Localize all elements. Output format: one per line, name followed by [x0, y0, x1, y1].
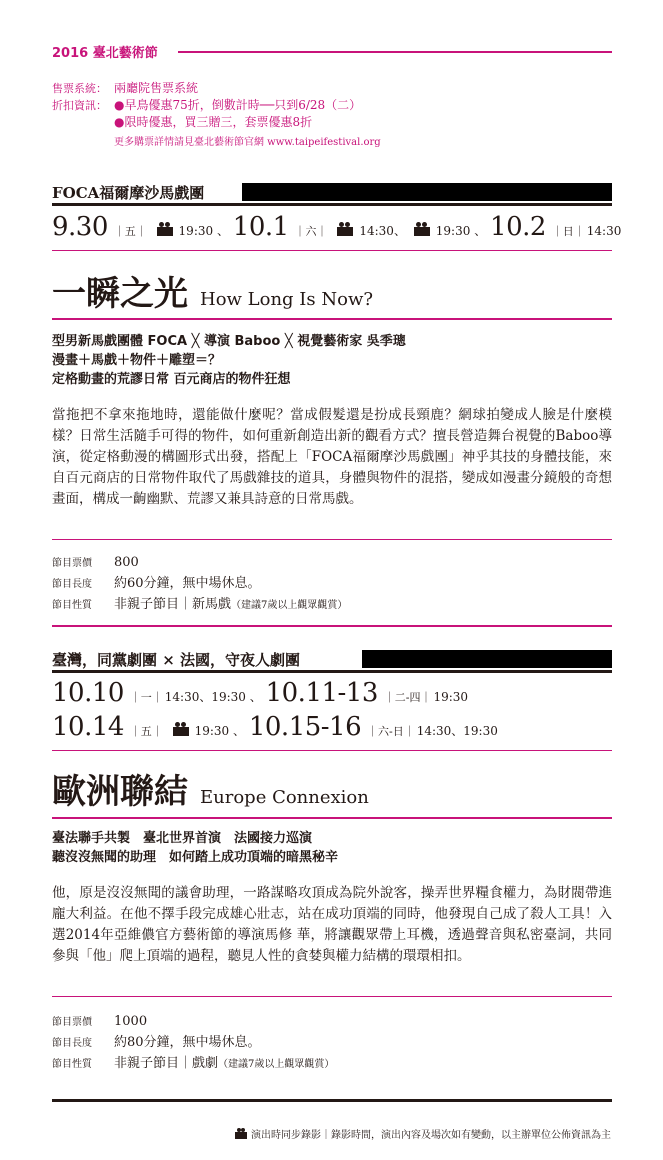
show2-description: 他，原是沒沒無聞的議會助理，一路謀略攻頂成為院外說客，操弄世界糧食權力，為財閥帶進龐大利益。在他不擇手段完成雄心壯志，站在成功頂端的同時，他發現自己成了殺人工具！入選2014年亞維儂官方藝術節的導演馬修 華，將讓觀眾帶上耳機，透過聲音與私密臺詞，共同參與「他」爬上頂端的過程，聽見人性的貪婪與權力結構的環環相扣。 [52, 885, 612, 964]
show1-date-2: 10.1 [232, 212, 289, 242]
show2-title-en: Europe Connexion [200, 787, 369, 808]
show2-info [52, 1012, 334, 1075]
show2-title-rule [52, 817, 612, 819]
show2-day-1: 一 [140, 691, 152, 704]
show2-date-4: 10.15-16 [248, 712, 362, 742]
show1-length: 約60分鐘，無中場休息。 [114, 576, 261, 591]
video-camera-icon [414, 227, 430, 236]
show1-title-en: How Long Is Now? [200, 289, 374, 310]
video-camera-icon [157, 227, 173, 236]
show2-length: 約80分鐘，無中場休息。 [114, 1035, 261, 1050]
show1-taglines [52, 332, 406, 389]
ticket-system-value: 兩廳院售票系統 [114, 81, 199, 95]
show2-tagline-1: 臺法聯手共製 臺北世界首演 法國接力巡演 [52, 831, 313, 846]
show2-date-1: 10.10 [52, 678, 124, 708]
show1-rule [52, 203, 612, 206]
show1-title-zh: 一瞬之光 [52, 274, 188, 314]
show1-company: FOCA福爾摩沙馬戲團 [52, 184, 205, 202]
show2-nature-note: （建議7歲以上觀眾觀賞） [218, 1059, 335, 1070]
show1-day-3: 日 [562, 225, 574, 238]
ticket-system-label: 售票系統： [52, 82, 107, 95]
header-rule [178, 51, 612, 53]
show1-time-4: 14:30 [586, 224, 622, 238]
show1-price: 800 [114, 555, 139, 570]
show2-date-2: 10.11-13 [265, 678, 378, 708]
show1-info-rule [52, 539, 612, 540]
show2-date-3: 10.14 [52, 712, 124, 742]
show1-time-3: 19:30 [435, 224, 471, 238]
show2-black-bar [362, 650, 612, 668]
show2-taglines [52, 829, 338, 867]
show1-nature-note: （建議7歲以上觀眾觀賞） [231, 600, 348, 611]
footer-note [235, 1126, 611, 1141]
show1-nature-label: 節目性質 [52, 600, 92, 611]
more-info: 更多購票詳情請見臺北藝術節官網 www.taipeifestival.org [114, 137, 381, 148]
show1-nature: 非親子節目｜新馬戲 [114, 597, 232, 612]
show1-tagline-1: 型男新馬戲團體 FOCA ╳ 導演 Baboo ╳ 視覺藝術家 吳季璁 [52, 334, 406, 349]
show2-time-1: 14:30、19:30 [164, 690, 246, 704]
show2-schedule-line-2: 10.14 ｜五｜ 19:30 、 10.15-16 ｜六-日｜ 14:30、19:30 [52, 712, 498, 742]
show1-tagline-3: 定格動畫的荒謬日常 百元商店的物件狂想 [52, 372, 291, 387]
video-camera-icon [235, 1132, 247, 1139]
show1-description: 當拖把不拿來拖地時，還能做什麼呢？當成假髮還是扮成長頸鹿？網球拍變成人臉是什麼模樣？日常生活隨手可得的物件，如何重新創造出新的觀看方式？擅長營造舞台視覺的Baboo導演，從定格動漫的構圖形式出發，搭配上「FOCA福爾摩沙馬戲團」神乎其技的身體技能，來自百元商店的日常物件取代了馬戲雜技的道具，身體與物件的混搭，變成如漫畫分鏡般的奇想畫面，構成一齣幽默、荒謬又兼具詩意的日常馬戲。 [52, 407, 612, 507]
show2-info-rule [52, 996, 612, 997]
show2-title [52, 764, 369, 813]
show2-length-label: 節目長度 [52, 1038, 92, 1049]
ticketing-block [52, 80, 381, 148]
show2-day-3: 五 [140, 725, 152, 738]
show1-black-bar [242, 183, 612, 201]
show1-price-label: 節目票價 [52, 558, 92, 569]
festival-title: 2016 臺北藝術節 [52, 46, 158, 61]
show2-rule [52, 670, 612, 673]
show2-tagline-2: 聽沒沒無聞的助理 如何踏上成功頂端的暗黑秘辛 [52, 850, 339, 865]
show2-company: 臺灣，同黨劇團 × 法國，守夜人劇團 [52, 651, 301, 669]
show1-schedule: 9.30 ｜五｜ 19:30 、 10.1 ｜六｜ 14:30、 19:30 、 10.2 ｜日｜ 14:30 [52, 212, 622, 242]
show2-day-4: 六-日 [377, 725, 404, 738]
show1-day-2: 六 [305, 225, 317, 238]
early-bird-offer: ●早鳥優惠75折，倒數計時──只到6/28（二） [114, 98, 362, 112]
show1-title-rule [52, 318, 612, 320]
limited-offer: ●限時優惠，買三贈三，套票優惠8折 [114, 115, 313, 129]
show2-price: 1000 [114, 1014, 148, 1029]
show1-divider [52, 250, 612, 251]
show1-title [52, 266, 373, 315]
show2-title-zh: 歐洲聯結 [52, 772, 188, 812]
show2-time-3: 19:30 [194, 724, 230, 738]
show1-time-1: 19:30 [178, 224, 214, 238]
footer-text: 演出時同步錄影｜錄影時間，演出內容及場次如有變動，以主辦單位公佈資訊為主 [251, 1130, 611, 1141]
show1-time-2: 14:30 [359, 224, 394, 238]
show2-time-2: 19:30 [433, 690, 469, 704]
video-camera-icon [337, 227, 353, 236]
footer-rule [52, 1099, 612, 1102]
show1-date-3: 10.2 [490, 212, 546, 242]
show1-day-1: 五 [124, 225, 136, 238]
show2-nature: 非親子節目｜戲劇 [114, 1056, 219, 1071]
show1-tagline-2: 漫畫＋馬戲＋物件＋雕塑＝？ [52, 353, 222, 368]
section-rule [52, 625, 612, 627]
show1-info [52, 553, 347, 616]
show1-date-1: 9.30 [52, 212, 108, 242]
show2-divider [52, 750, 612, 751]
discount-label: 折扣資訊： [52, 99, 107, 112]
show1-length-label: 節目長度 [52, 579, 92, 590]
show2-time-4: 14:30、19:30 [416, 724, 498, 738]
show2-schedule-line-1: 10.10 ｜一｜ 14:30、19:30 、 10.11-13 ｜二-四｜ 19:30 [52, 678, 469, 708]
show2-nature-label: 節目性質 [52, 1059, 92, 1070]
show2-price-label: 節目票價 [52, 1017, 92, 1028]
show2-day-2: 二-四 [394, 691, 421, 704]
video-camera-icon [173, 727, 189, 736]
